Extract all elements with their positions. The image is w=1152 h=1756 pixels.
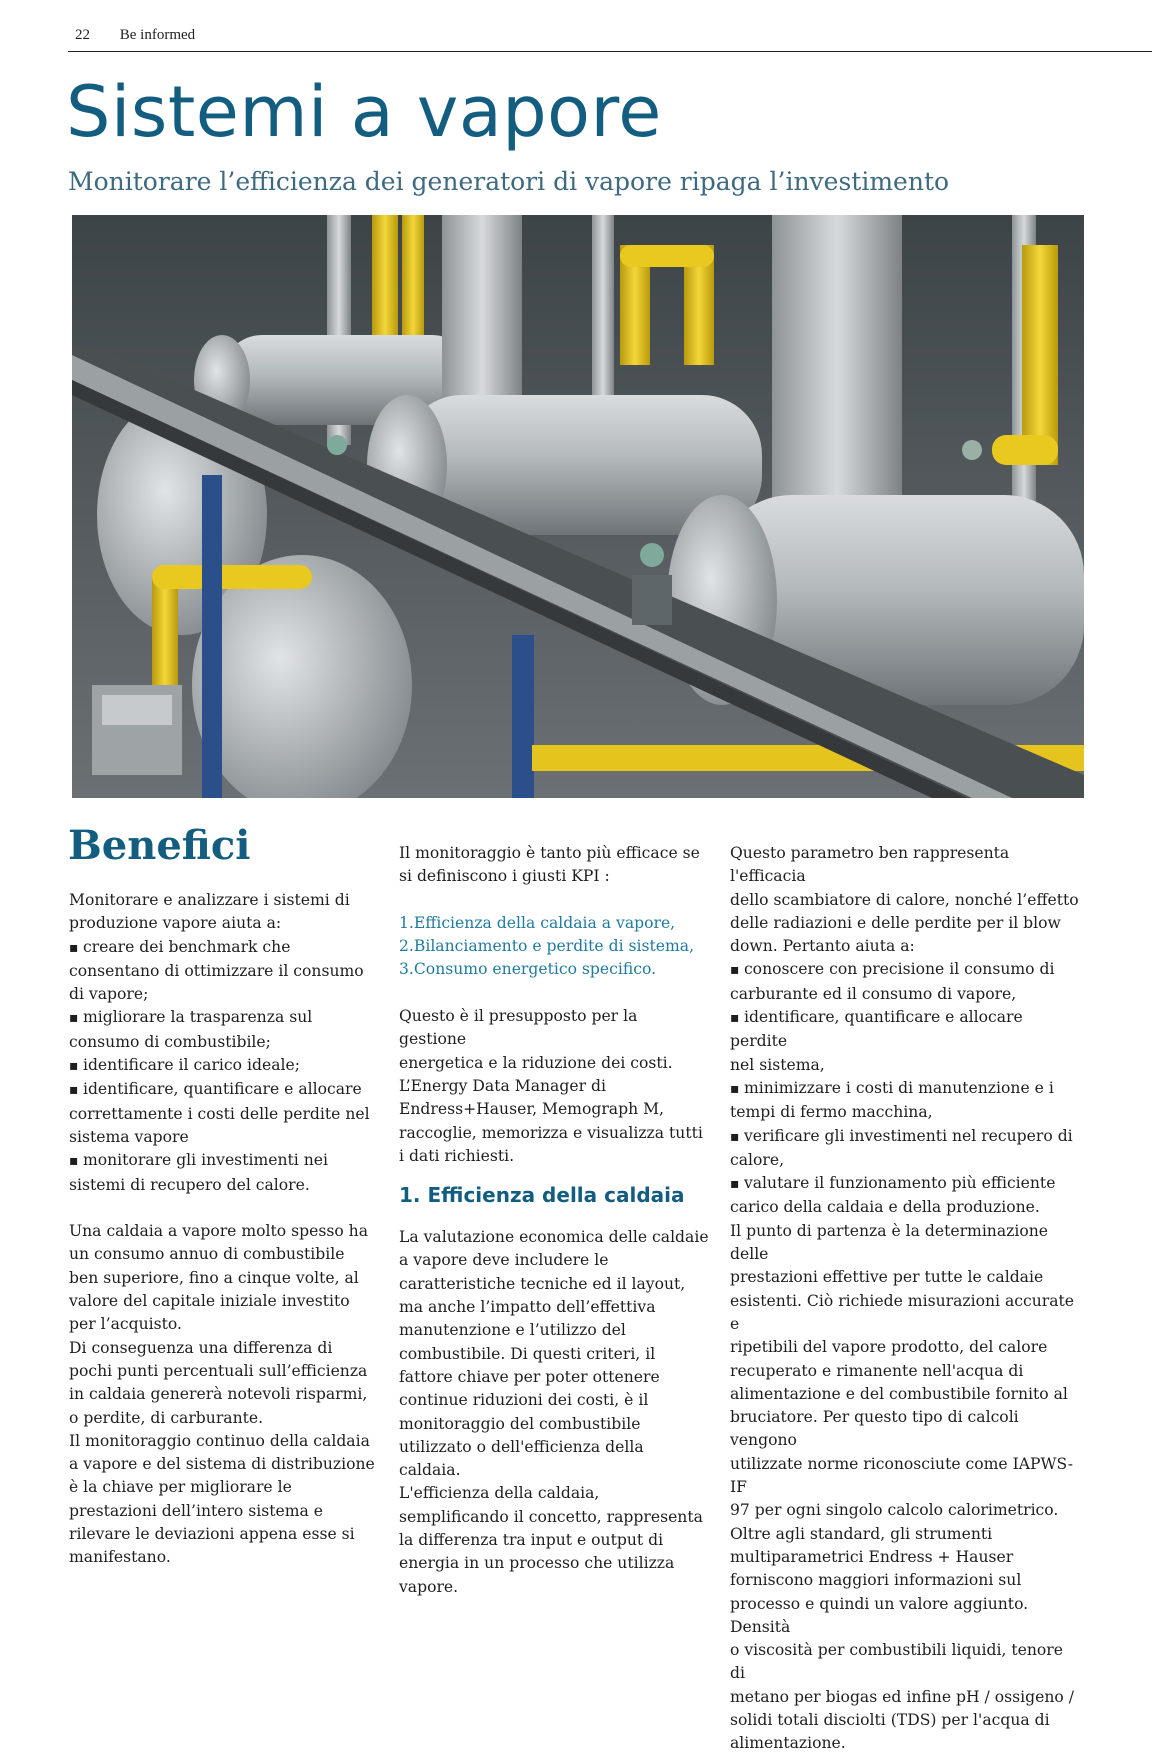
list-item — [730, 1172, 1080, 1220]
kpi-item: 1.Efficienza della caldaia a vapore, — [399, 913, 676, 932]
text-line: ▪ identificare il carico ideale; — [69, 1054, 379, 1078]
text-line: carico della caldaia e della produzione. — [730, 1198, 1040, 1217]
text-line: prestazioni effettive per tutte le caldaie — [730, 1268, 1044, 1287]
text-line: solidi totali disciolti (TDS) per l'acqua di — [730, 1710, 1050, 1729]
section-heading-benefici: Benefici — [68, 822, 251, 869]
text-line: o viscosità per combustibili liquidi, tenore di — [730, 1641, 1063, 1683]
text-line: alimentazione. — [730, 1734, 846, 1753]
text-line: esistenti. Ciò richiede misurazioni accurate e — [730, 1291, 1074, 1333]
text-line: ▪ monitorare gli investimenti nei — [69, 1149, 379, 1173]
text-line: ▪ identificare, quantificare e allocare perdite — [730, 1006, 1080, 1054]
text-line: Endress+Hauser, Memograph M, — [399, 1100, 664, 1119]
list-item — [730, 1125, 1080, 1173]
column-2 — [399, 842, 709, 1599]
text-line: energia in un processo che utilizza — [399, 1554, 675, 1573]
text-line: pochi punti percentuali sull’efficienza — [69, 1361, 368, 1380]
text-line: recuperato e rimanente nell'acqua di — [730, 1361, 1024, 1380]
text-line: caratteristiche tecniche ed il layout, — [399, 1274, 686, 1293]
text-line: fattore chiave per poter ottenere — [399, 1367, 660, 1386]
text-line: vapore. — [399, 1577, 459, 1596]
list-item — [69, 1054, 379, 1078]
text-line: alimentazione e del combustibile fornito al — [730, 1384, 1068, 1403]
text-line: carburante ed il consumo di vapore, — [730, 984, 1017, 1003]
list-item — [69, 1078, 379, 1149]
benefici-intro — [69, 889, 379, 936]
text-line: in caldaia genererà notevoli risparmi, — [69, 1385, 368, 1404]
text-line: nel sistema, — [730, 1055, 825, 1074]
parametro-bullet-list — [730, 958, 1080, 1219]
text-line: delle radiazioni e delle perdite per il blow — [730, 913, 1061, 932]
text-line: ▪ minimizzare i costi di manutenzione e i — [730, 1077, 1080, 1101]
text-line: rilevare le deviazioni appena esse si — [69, 1525, 355, 1544]
text-line: tempi di fermo macchina, — [730, 1103, 933, 1122]
text-line: consentano di ottimizzare il consumo — [69, 961, 364, 980]
text-line: 97 per ogni singolo calcolo calorimetrico. — [730, 1501, 1059, 1520]
list-item — [69, 1149, 379, 1197]
text-line: un consumo annuo di combustibile — [69, 1245, 345, 1264]
text-line: ▪ identificare, quantificare e allocare — [69, 1078, 379, 1102]
text-line: forniscono maggiori informazioni sul — [730, 1571, 1022, 1590]
text-line: La valutazione economica delle caldaie — [399, 1228, 709, 1247]
list-item — [69, 936, 379, 1007]
text-line: L'efficienza della caldaia, — [399, 1484, 600, 1503]
column-1 — [69, 889, 379, 1570]
text-line: a vapore deve includere le — [399, 1251, 609, 1270]
subheading-efficienza-caldaia: 1. Efficienza della caldaia — [399, 1183, 685, 1208]
list-item — [69, 1006, 379, 1054]
energy-manager-paragraph — [399, 1005, 709, 1168]
text-line: calore, — [730, 1150, 785, 1169]
text-line: utilizzate norme riconosciute come IAPWS-IF — [730, 1454, 1074, 1497]
text-line: correttamente i costi delle perdite nel — [69, 1104, 370, 1123]
text-line: per l’acquisto. — [69, 1315, 182, 1334]
text-line: si definiscono i giusti KPI : — [399, 867, 610, 886]
text-line: ▪ valutare il funzionamento più efficiente — [730, 1172, 1080, 1196]
list-item — [730, 1006, 1080, 1077]
text-line: Il monitoraggio continuo della caldaia — [69, 1431, 370, 1450]
text-line: Oltre agli standard, gli strumenti — [730, 1524, 993, 1543]
text-line: Una caldaia a vapore molto spesso ha — [69, 1222, 369, 1241]
text-line: Il monitoraggio è tanto più efficace se — [399, 844, 700, 862]
text-line: valore del capitale iniziale investito — [69, 1292, 350, 1311]
text-line: bruciatore. Per questo tipo di calcoli vengono — [730, 1408, 1019, 1450]
header-rule — [68, 51, 1152, 52]
boiler-room-illustration — [72, 215, 1084, 798]
text-line: ▪ verificare gli investimenti nel recupero di — [730, 1125, 1080, 1149]
text-line: semplificando il concetto, rappresenta — [399, 1507, 703, 1526]
text-line: ▪ creare dei benchmark che — [69, 936, 379, 960]
text-line: manutenzione e l’utilizzo del — [399, 1321, 626, 1340]
benefici-paragraph — [69, 1220, 379, 1569]
parametro-intro — [730, 842, 1080, 958]
text-line: ▪ conoscere con precisione il consumo di — [730, 958, 1080, 982]
section-label: Be informed — [119, 27, 196, 43]
text-line: sistemi di recupero del calore. — [69, 1175, 310, 1194]
text-line: ben superiore, fino a cinque volte, al — [69, 1268, 359, 1287]
efficienza-paragraph — [399, 1226, 709, 1599]
text-line: sistema vapore — [69, 1127, 189, 1146]
text-line: metano per biogas ed infine pH / ossigeno / — [730, 1687, 1074, 1706]
kpi-item: 3.Consumo energetico specifico. — [399, 960, 657, 979]
text-line: multiparametrici Endress + Hauser — [730, 1547, 1014, 1566]
text-line: di vapore; — [69, 985, 149, 1004]
text-line: Il punto di partenza è la determinazione delle — [730, 1221, 1049, 1264]
punto-partenza-paragraph — [730, 1220, 1080, 1756]
text-line: manifestano. — [69, 1548, 171, 1567]
text-line: ▪ migliorare la trasparenza sul — [69, 1006, 379, 1030]
text-line: la differenza tra input e output di — [399, 1531, 664, 1550]
list-item — [730, 1077, 1080, 1125]
text-line: prestazioni dell’intero sistema e — [69, 1501, 324, 1520]
text-line: è la chiave per migliorare le — [69, 1478, 292, 1497]
text-line: a vapore e del sistema di distribuzione — [69, 1455, 375, 1474]
text-line: consumo di combustibile; — [69, 1032, 271, 1051]
text-line: down. Pertanto aiuta a: — [730, 937, 915, 956]
hero-photo-steam-boilers — [72, 215, 1084, 798]
text-line: ripetibili del vapore prodotto, del calore — [730, 1338, 1048, 1357]
text-line: i dati richiesti. — [399, 1146, 515, 1165]
text-line: Monitorare e analizzare i sistemi di — [69, 891, 350, 909]
text-line: processo e quindi un valore aggiunto. Densità — [730, 1594, 1029, 1636]
text-line: Questo è il presupposto per la gestione — [399, 1007, 638, 1049]
text-line: combustibile. Di questi criteri, il — [399, 1344, 656, 1363]
text-line: utilizzato o dell'efficienza della caldaia. — [399, 1437, 644, 1480]
page-title: Sistemi a vapore — [66, 71, 662, 153]
text-line: continue riduzioni dei costi, è il — [399, 1391, 649, 1410]
text-line: Questo parametro ben rappresenta l'efficacia — [730, 844, 1010, 886]
text-line: raccoglie, memorizza e visualizza tutti — [399, 1123, 703, 1142]
text-line: o perdite, di carburante. — [69, 1408, 264, 1427]
kpi-intro — [399, 842, 709, 889]
text-line: dello scambiatore di calore, nonché l’effetto — [730, 890, 1079, 909]
text-line: ma anche l’impatto dell’effettiva — [399, 1298, 656, 1317]
benefici-bullet-list — [69, 936, 379, 1197]
text-line: monitoraggio del combustibile — [399, 1414, 641, 1433]
text-line: L’Energy Data Manager di — [399, 1076, 606, 1095]
page-subtitle: Monitorare l’efficienza dei generatori di vapore ripaga l’investimento — [68, 167, 950, 196]
page-number: 22 — [75, 27, 90, 43]
running-header — [75, 27, 195, 44]
column-3 — [730, 842, 1080, 1756]
text-line: produzione vapore aiuta a: — [69, 914, 282, 933]
text-line: energetica e la riduzione dei costi. — [399, 1053, 673, 1072]
text-line: Di conseguenza una differenza di — [69, 1338, 333, 1357]
kpi-item: 2.Bilanciamento e perdite di sistema, — [399, 937, 695, 956]
list-item — [730, 958, 1080, 1006]
kpi-list — [399, 912, 709, 982]
